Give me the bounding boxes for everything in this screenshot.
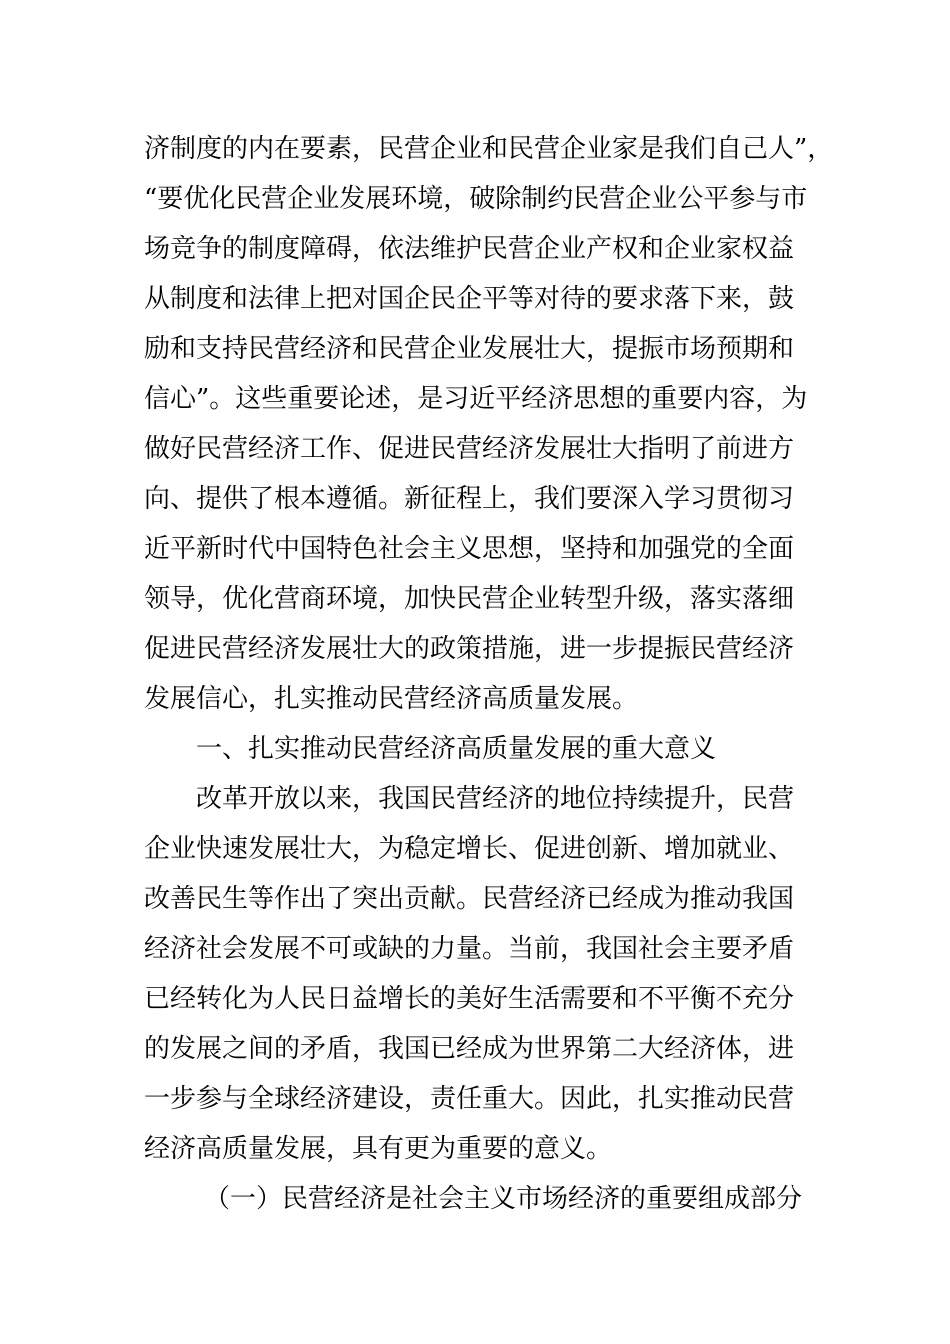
- text-line: 经济社会发展不可或缺的力量。当前，我国社会主要矛盾: [144, 934, 795, 964]
- paragraph-first-line: 改革开放以来，我国民营经济的地位持续提升，民营: [196, 784, 795, 814]
- text-line: 已经转化为人民日益增长的美好生活需要和不平衡不充分: [144, 984, 795, 1014]
- text-line: 近平新时代中国特色社会主义思想，坚持和加强党的全面: [144, 534, 795, 564]
- text-line: 经济高质量发展，具有更为重要的意义。: [144, 1134, 613, 1164]
- text-line: 场竞争的制度障碍，依法维护民营企业产权和企业家权益: [144, 234, 795, 264]
- section-heading: 一、扎实推动民营经济高质量发展的重大意义: [196, 734, 717, 764]
- text-line: “要优化民营企业发展环境，破除制约民营企业公平参与市: [144, 184, 808, 214]
- text-line: 做好民营经济工作、促进民营经济发展壮大指明了前进方: [144, 434, 795, 464]
- text-line: 发展信心，扎实推动民营经济高质量发展。: [144, 684, 639, 714]
- text-line: 济制度的内在要素，民营企业和民营企业家是我们自己人”，: [144, 134, 834, 164]
- text-line: 领导，优化营商环境，加快民营企业转型升级，落实落细: [144, 584, 795, 614]
- text-line: 企业快速发展壮大，为稳定增长、促进创新、增加就业、: [144, 834, 795, 864]
- text-line: 从制度和法律上把对国企民企平等对待的要求落下来，鼓: [144, 284, 795, 314]
- text-line: 励和支持民营经济和民营企业发展壮大，提振市场预期和: [144, 334, 795, 364]
- body-text: [144, 124, 834, 1224]
- text-line: 向、提供了根本遵循。新征程上，我们要深入学习贯彻习: [144, 484, 795, 514]
- text-line: 的发展之间的矛盾，我国已经成为世界第二大经济体，进: [144, 1034, 795, 1064]
- subsection-heading: （一）民营经济是社会主义市场经济的重要组成部分: [204, 1184, 803, 1214]
- text-line: 促进民营经济发展壮大的政策措施，进一步提振民营经济: [144, 634, 795, 664]
- text-line: 改善民生等作出了突出贡献。民营经济已经成为推动我国: [144, 884, 795, 914]
- text-line: 一步参与全球经济建设，责任重大。因此，扎实推动民营: [144, 1084, 795, 1114]
- text-line: 信心”。这些重要论述，是习近平经济思想的重要内容，为: [144, 384, 808, 414]
